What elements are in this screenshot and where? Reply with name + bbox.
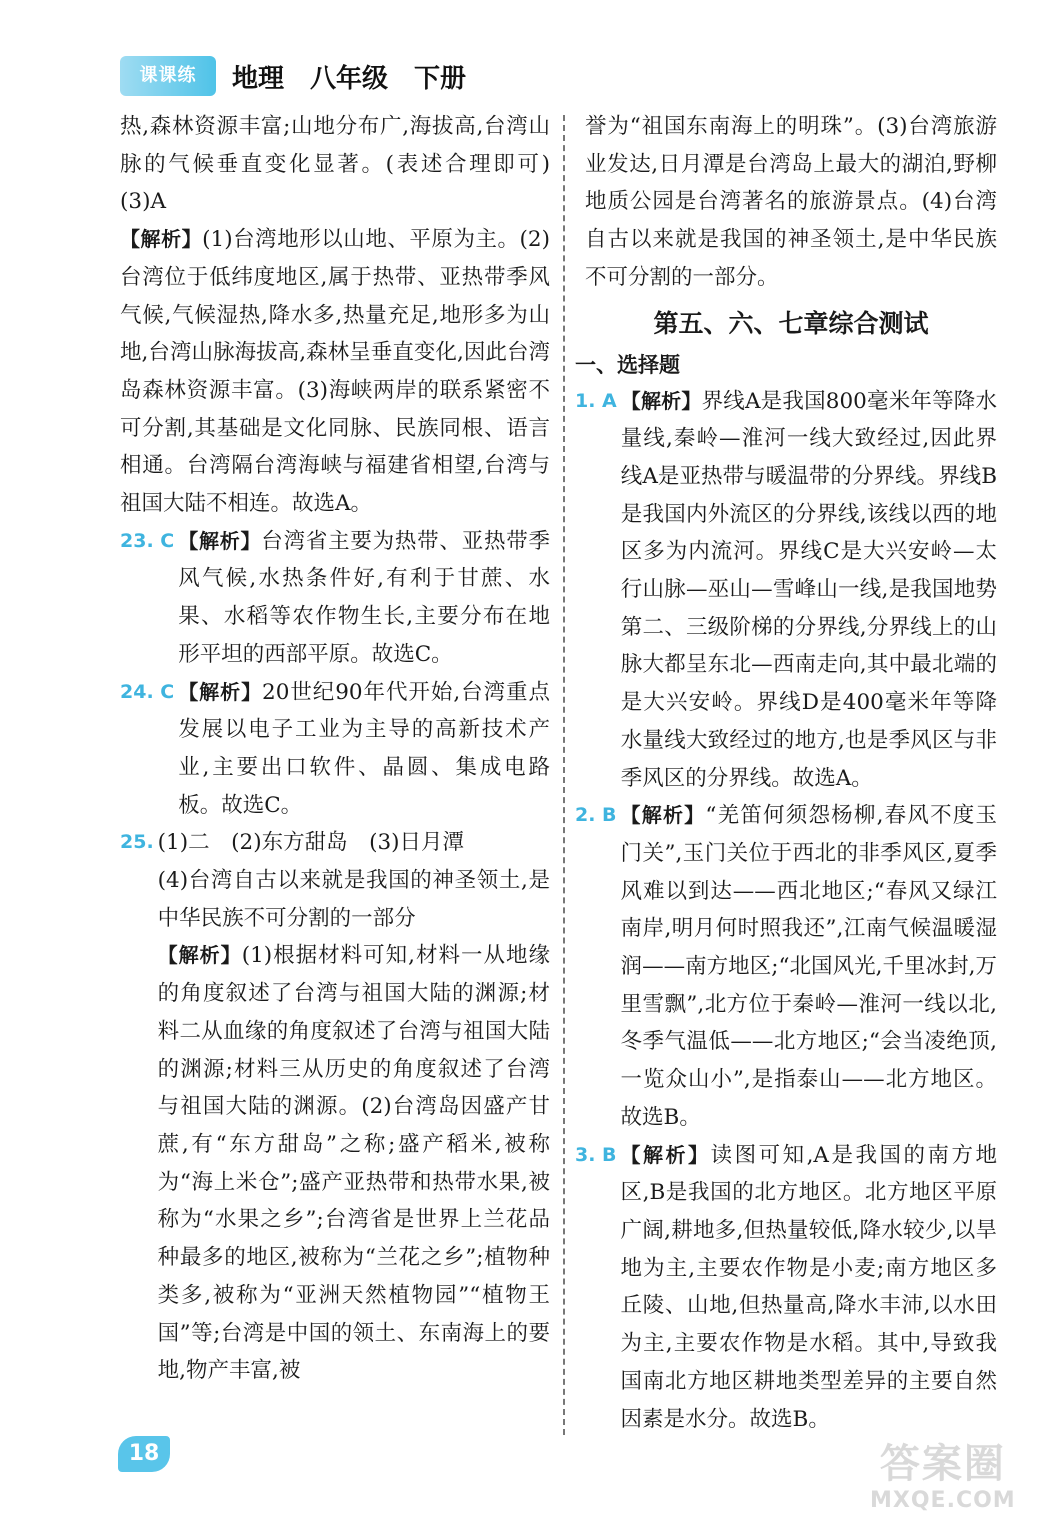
question-25-answer-line: (1)二 (2)东方甜岛 (3)日月潭	[157, 830, 465, 856]
question-23-text: 台湾省主要为热带、亚热带季风气候,水热条件好,有利于甘蔗、水果、水稻等农作物生长,主要分布在地形平坦的西部平原。故选C。	[178, 528, 550, 667]
question-2	[575, 797, 998, 1136]
analysis-tag: 【解析】	[620, 803, 706, 828]
question-3	[575, 1137, 997, 1439]
watermark-text: 答案圈	[879, 1441, 1006, 1487]
question-number: 24. C	[120, 680, 175, 703]
analysis-tag: 【解析】	[620, 388, 702, 413]
question-3-text: 读图可知,A是我国的南方地区,B是我国的北方地区。北方地区平原广阔,耕地多,但热量较低,降水较少,以旱地为主,主要农作物是小麦;南方地区多丘陵、山地,但热量高,降水丰沛,以水田为主,主要农作物是水稻。其中,导致我国南北方地区耕地类型差异的主要自然因素是水分。故选B。	[620, 1142, 997, 1432]
analysis-tag: 【解析】	[157, 943, 242, 968]
question-25-body	[158, 824, 550, 1390]
question-number: 1. A	[575, 389, 617, 412]
question-1-body	[621, 383, 997, 798]
question-23	[120, 523, 550, 674]
watermark-logo	[870, 1440, 1016, 1514]
answer-25-continued: 誉为“祖国东南海上的明珠”。(3)台湾旅游业发达,日月潭是台湾岛上最大的湖泊,野柳地质公园是台湾著名的旅游景点。(4)台湾自古以来就是我国的神圣领土,是中华民族不可分割的一部分。	[585, 114, 997, 290]
question-23-body	[178, 523, 550, 674]
analysis-tag: 【解析】	[178, 528, 262, 553]
column-divider	[563, 115, 565, 1435]
analysis-tag: 【解析】	[178, 679, 263, 704]
book-title: 地理 八年级 下册	[232, 64, 467, 94]
answer-22-continued: 热,森林资源丰富;山地分布广,海拔高,台湾山脉的气候垂直变化显著。(表述合理即可) (3)A	[120, 114, 572, 215]
page-header	[0, 0, 1044, 110]
question-25	[120, 824, 550, 1390]
analysis-tag: 【解析】	[120, 227, 203, 252]
question-25-text: (1)根据材料可知,材料一从地缘的角度叙述了台湾与祖国大陆的渊源;材料二从血缘的角度叙述了台湾与祖国大陆的渊源;材料三从历史的角度叙述了台湾与祖国大陆的渊源。(2)台湾岛因盛产甘蔗,有“东方甜岛”之称;盛产稻米,被称为“海上米仓”;盛产亚热带和热带水果,被称为“水果之乡”;台湾省是世界上兰花品种最多的地区,被称为“兰花之乡”;植物种类多,被称为“亚洲天然植物园”“植物王国”等;台湾是中国的领土、东南海上的要地,物产丰富,被	[157, 943, 551, 1384]
question-1	[575, 383, 997, 798]
page-number: 18	[118, 1436, 170, 1472]
question-number: 3. B	[575, 1143, 617, 1166]
question-25-answer-4: (4)台湾自古以来就是我国的神圣领土,是中华民族不可分割的一部分	[157, 868, 550, 931]
question-3-body	[621, 1137, 997, 1439]
subsection-title: 一、选择题	[575, 352, 680, 377]
series-logo: 课课练	[120, 56, 216, 96]
right-column	[575, 108, 998, 1438]
analysis-22	[120, 221, 550, 523]
question-24-body	[178, 674, 550, 825]
analysis-tag: 【解析】	[620, 1142, 711, 1167]
question-number: 25.	[120, 831, 154, 854]
question-25-analysis	[158, 937, 550, 1389]
question-24	[120, 674, 550, 825]
question-24-text: 20世纪90年代开始,台湾重点发展以电子工业为主导的高新技术产业,主要出口软件、晶圆、集成电路板。故选C。	[178, 679, 550, 818]
question-number: 23. C	[120, 529, 175, 552]
watermark-url: MXQE.COM	[870, 1488, 1016, 1513]
question-2-body	[621, 797, 997, 1136]
question-number: 2. B	[575, 804, 617, 827]
section-title: 第五、六、七章综合测试	[653, 308, 929, 338]
analysis-22-text: (1)台湾地形以山地、平原为主。(2)台湾位于低纬度地区,属于热带、亚热带季风气候,气候湿热,降水多,热量充足,地形多为山地,台湾山脉海拔高,森林呈垂直变化,因此台湾岛森林资源丰富。(3)海峡两岸的联系紧密不可分割,其基础是文化同脉、民族同根、语言相通。台湾隔台湾海峡与福建省相望,台湾与祖国大陆不相连。故选A。	[120, 227, 551, 517]
question-1-text: 界线A是我国800毫米年等降水量线,秦岭—淮河一线大致经过,因此界线A是亚热带与暖温带的分界线。界线B是我国内外流区的分界线,该线以西的地区多为内流河。界线C是大兴安岭—太行山脉—巫山—雪峰山一线,是我国地势第二、三级阶梯的分界线,分界线上的山脉大都呈东北—西南走向,其中最北端的是大兴安岭。界线D是400毫米年等降水量线大致经过的地方,也是季风区与非季风区的分界线。故选A。	[620, 388, 997, 791]
left-column	[120, 108, 572, 1390]
question-2-text: “羌笛何须怨杨柳,春风不度玉门关”,玉门关位于西北的非季风区,夏季风难以到达——西北地区;“春风又绿江南岸,明月何时照我还”,江南气候温暖湿润——南方地区;“北国风光,千里冰封,万里雪飘”,北方位于秦岭—淮河一线以北,冬季气温低——北方地区;“会当凌绝顶,一览众山小”,是指泰山——北方地区。故选B。	[620, 803, 998, 1130]
